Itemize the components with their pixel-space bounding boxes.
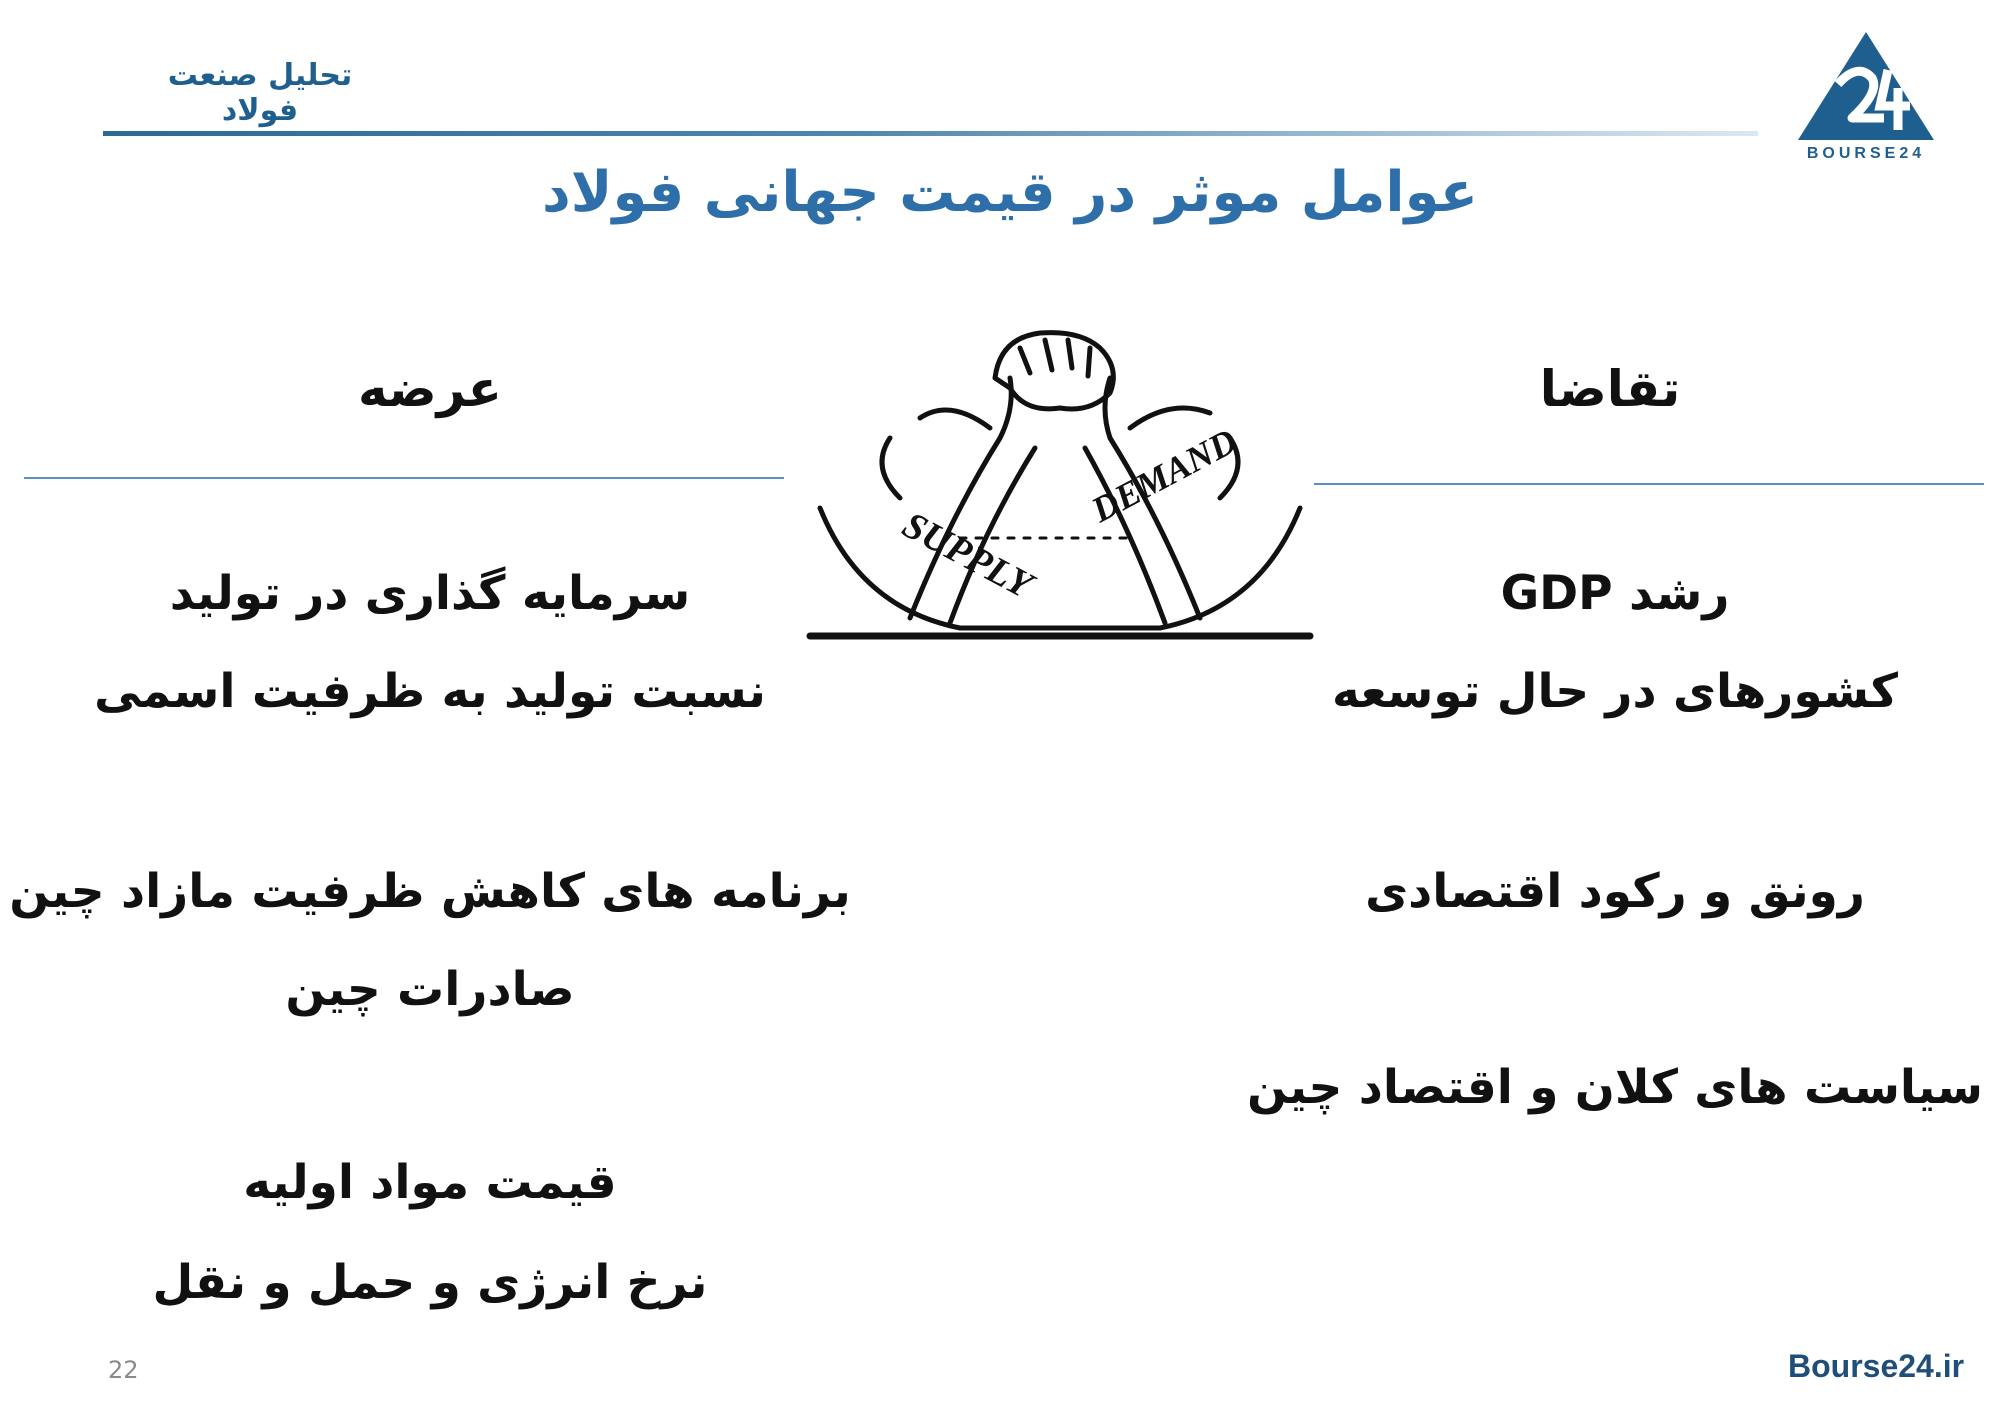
footer-url[interactable]: Bourse24.ir [1788,1348,1965,1384]
demand-divider [1314,483,1984,485]
demand-item: رونق و رکود اقتصادی [1365,864,1865,919]
supply-item: برنامه های کاهش ظرفیت مازاد چین [9,864,851,919]
bourse24-triangle-logo [1788,22,1943,162]
page-number: 22 [108,1356,139,1384]
demand-item: کشورهای در حال توسعه [1332,664,1898,719]
logo-text: BOURSE24 [1806,145,1926,162]
demand-item: رشد GDP [1500,566,1730,621]
brand-text: تحلیل صنعت فولاد [167,58,353,128]
supply-divider [24,477,784,479]
illustration-right-label: DEMAND [1084,420,1244,531]
supply-item: صادرات چین [285,962,575,1017]
illustration-left-label: SUPPLY [895,503,1040,607]
supply-item: نرخ انرژی و حمل و نقل [152,1255,708,1310]
slide-title: عوامل موثر در قیمت جهانی فولاد [542,160,1478,225]
demand-heading: تقاضا [1539,360,1681,418]
supply-item: نسبت تولید به ظرفیت اسمی [94,664,766,719]
supply-item: سرمایه گذاری در تولید [169,566,691,621]
supply-item: قیمت مواد اولیه [243,1155,617,1210]
header-rule [103,131,1758,136]
supply-heading: عرضه [358,360,502,418]
demand-item: سیاست های کلان و اقتصاد چین [1246,1060,1983,1115]
